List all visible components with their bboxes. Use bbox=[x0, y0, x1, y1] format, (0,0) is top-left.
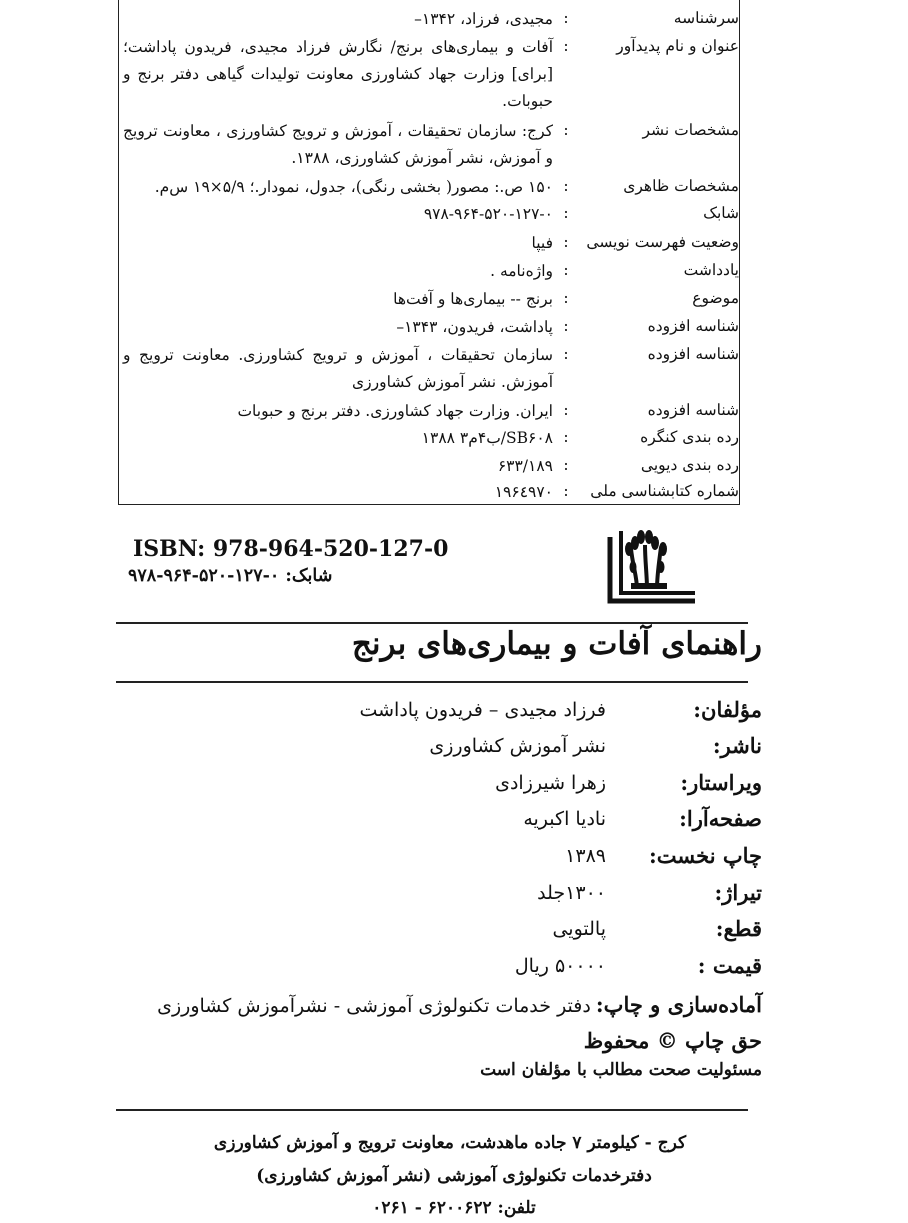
book-title: راهنمای آفات و بیماری‌های برنج bbox=[351, 626, 762, 662]
cip-row: وضعیت فهرست نویسی : فیپا bbox=[119, 230, 739, 256]
cip-label: مشخصات ظاهری bbox=[623, 177, 739, 195]
detail-label: ویراستار: bbox=[680, 770, 762, 795]
detail-label: قطع: bbox=[715, 916, 762, 941]
cip-label: رده بندی کنگره bbox=[640, 428, 739, 446]
detail-row-publisher bbox=[162, 729, 762, 763]
cip-value: فیپا bbox=[531, 234, 553, 252]
cip-value: SB۶۰۸/ب۴م۳ ۱۳۸۸ bbox=[421, 429, 553, 447]
cip-value: سازمان تحقیقات ، آموزش و ترویج کشاورزی. معاونت ترویج و آموزش. نشر آموزش کشاورزی bbox=[123, 346, 553, 391]
cip-value: واژه‌نامه . bbox=[490, 262, 553, 280]
address-line: دفترخدمات تکنولوژی آموزشی (نشر آموزش کشاورزی) bbox=[256, 1166, 652, 1186]
detail-label: ناشر: bbox=[712, 733, 762, 758]
detail-row-first-print bbox=[162, 839, 762, 873]
cip-label: شناسه افزوده bbox=[647, 317, 739, 335]
detail-label: تیراژ: bbox=[714, 880, 762, 905]
detail-value: فرزاد مجیدی – فریدون پاداشت bbox=[359, 699, 606, 721]
detail-value: ۱۳۸۹ bbox=[565, 845, 606, 867]
isbn-english: ISBN: 978-964-520-127-0 bbox=[133, 536, 449, 562]
cip-row: عنوان و نام پدیدآور : آفات و بیماری‌های برنج/ نگارش فرزاد مجیدی، فریدون پاداشت؛ [برای] وزارت جهاد کشاورزی معاونت تولیدات گیاهی دفتر برنج و حبوبات. bbox=[119, 34, 739, 116]
cip-value: ۹۷۸-۹۶۴-۵۲۰-۱۲۷-۰ bbox=[423, 205, 553, 223]
divider bbox=[116, 1109, 748, 1111]
cip-label: موضوع bbox=[692, 289, 739, 307]
detail-label: قیمت : bbox=[697, 953, 762, 978]
detail-label: صفحه‌آرا: bbox=[679, 806, 762, 831]
cip-value: ۶۳۳/۱۸۹ bbox=[497, 457, 553, 475]
detail-value: پالتویی bbox=[552, 918, 606, 940]
detail-row-size bbox=[162, 912, 762, 946]
divider bbox=[116, 622, 748, 624]
cip-row: شناسه افزوده : ایران. وزارت جهاد کشاورزی. دفتر برنج و حبوبات bbox=[119, 398, 739, 424]
detail-label: چاپ نخست: bbox=[649, 843, 762, 868]
cip-value: برنج -- بیماری‌ها و آفت‌ها bbox=[393, 290, 553, 308]
responsibility-notice: مسئولیت صحت مطالب با مؤلفان است bbox=[480, 1060, 762, 1080]
cip-label: شابک bbox=[703, 204, 739, 222]
address-line: کرج - کیلومتر ۷ جاده ماهدشت، معاونت ترویج و آموزش کشاورزی bbox=[213, 1133, 687, 1153]
detail-row-editor bbox=[162, 766, 762, 800]
copyright-notice: حق چاپ © محفوظ bbox=[583, 1028, 762, 1053]
cip-row: شناسه افزوده : پاداشت، فریدون، ۱۳۴۳– bbox=[119, 314, 739, 340]
detail-row-price bbox=[162, 949, 762, 983]
cip-label: رده بندی دیویی bbox=[640, 456, 739, 474]
cip-box bbox=[118, 0, 740, 505]
detail-value: زهرا شیرزادی bbox=[495, 772, 606, 794]
detail-value: ۵۰۰۰۰ ریال bbox=[514, 955, 606, 977]
preparation-line bbox=[82, 988, 762, 1024]
isbn-persian: شابک: ۰-۱۲۷-۵۲۰-۹۶۴-۹۷۸ bbox=[128, 566, 333, 586]
cip-label: یادداشت bbox=[683, 261, 739, 279]
cip-row: رده بندی دیویی : ۶۳۳/۱۸۹ bbox=[119, 453, 739, 479]
cip-value: ۱۵۰ ص.: مصور( بخشی رنگی)، جدول، نمودار.؛ ۵/۹×۱۹ س‌م. bbox=[154, 178, 553, 196]
detail-value: نادیا اکبریه bbox=[523, 808, 606, 830]
cip-row: مشخصات ظاهری : ۱۵۰ ص.: مصور( بخشی رنگی)، جدول، نمودار.؛ ۵/۹×۱۹ س‌م. bbox=[119, 174, 739, 200]
cip-label: شماره کتابشناسی ملی bbox=[590, 482, 739, 500]
cip-label: سرشناسه bbox=[673, 9, 739, 27]
cip-row: یادداشت : واژه‌نامه . bbox=[119, 258, 739, 284]
cip-value: مجیدی، فرزاد، ۱۳۴۲– bbox=[414, 10, 553, 28]
phone-line: تلفن: ۶۲۰۰۶۲۲ - ۰۲۶۱ bbox=[372, 1198, 536, 1218]
cip-label: شناسه افزوده bbox=[647, 401, 739, 419]
detail-row-authors bbox=[162, 693, 762, 727]
cip-value: ایران. وزارت جهاد کشاورزی. دفتر برنج و حبوبات bbox=[237, 402, 553, 420]
detail-row-circulation bbox=[162, 876, 762, 910]
publisher-logo-icon bbox=[607, 527, 699, 605]
cip-label: مشخصات نشر bbox=[642, 121, 739, 139]
cip-row: شماره کتابشناسی ملی : ۱۹۶٤۹۷۰ bbox=[119, 479, 739, 505]
cip-row: شابک : ۹۷۸-۹۶۴-۵۲۰-۱۲۷-۰ bbox=[119, 201, 739, 227]
cip-value: کرج: سازمان تحقیقات ، آموزش و ترویج کشاورزی ، معاونت ترویج و آموزش، نشر آموزش کشاورزی، ۱۳۸۸. bbox=[123, 122, 553, 167]
cip-row: مشخصات نشر : کرج: سازمان تحقیقات ، آموزش و ترویج کشاورزی ، معاونت ترویج و آموزش، نشر آموزش کشاورزی، ۱۳۸۸. bbox=[119, 118, 739, 172]
cip-value: پاداشت، فریدون، ۱۳۴۳– bbox=[396, 318, 553, 336]
cip-row: موضوع : برنج -- بیماری‌ها و آفت‌ها bbox=[119, 286, 739, 312]
cip-row: رده بندی کنگره : SB۶۰۸/ب۴م۳ ۱۳۸۸ bbox=[119, 425, 739, 451]
preparation-value: دفتر خدمات تکنولوژی آموزشی - نشرآموزش کشاورزی bbox=[157, 995, 591, 1017]
detail-value: ۱۳۰۰جلد bbox=[537, 882, 606, 904]
preparation-label: آماده‌سازی و چاپ: bbox=[595, 992, 762, 1017]
cip-value: آفات و بیماری‌های برنج/ نگارش فرزاد مجیدی، فریدون پاداشت؛ [برای] وزارت جهاد کشاورزی معاونت تولیدات گیاهی دفتر برنج و حبوبات. bbox=[123, 38, 553, 110]
cip-label: وضعیت فهرست نویسی bbox=[586, 233, 739, 251]
cip-label: عنوان و نام پدیدآور bbox=[616, 37, 739, 55]
divider bbox=[116, 681, 748, 683]
detail-label: مؤلفان: bbox=[693, 697, 762, 722]
cip-label: شناسه افزوده bbox=[647, 345, 739, 363]
cip-row: شناسه افزوده : سازمان تحقیقات ، آموزش و ترویج کشاورزی. معاونت ترویج و آموزش. نشر آموزش کشاورزی bbox=[119, 342, 739, 396]
cip-value: ۱۹۶٤۹۷۰ bbox=[494, 483, 553, 501]
detail-row-layout bbox=[162, 802, 762, 836]
detail-value: نشر آموزش کشاورزی bbox=[429, 735, 606, 757]
cip-row: سرشناسه : مجیدی، فرزاد، ۱۳۴۲– bbox=[119, 6, 739, 32]
